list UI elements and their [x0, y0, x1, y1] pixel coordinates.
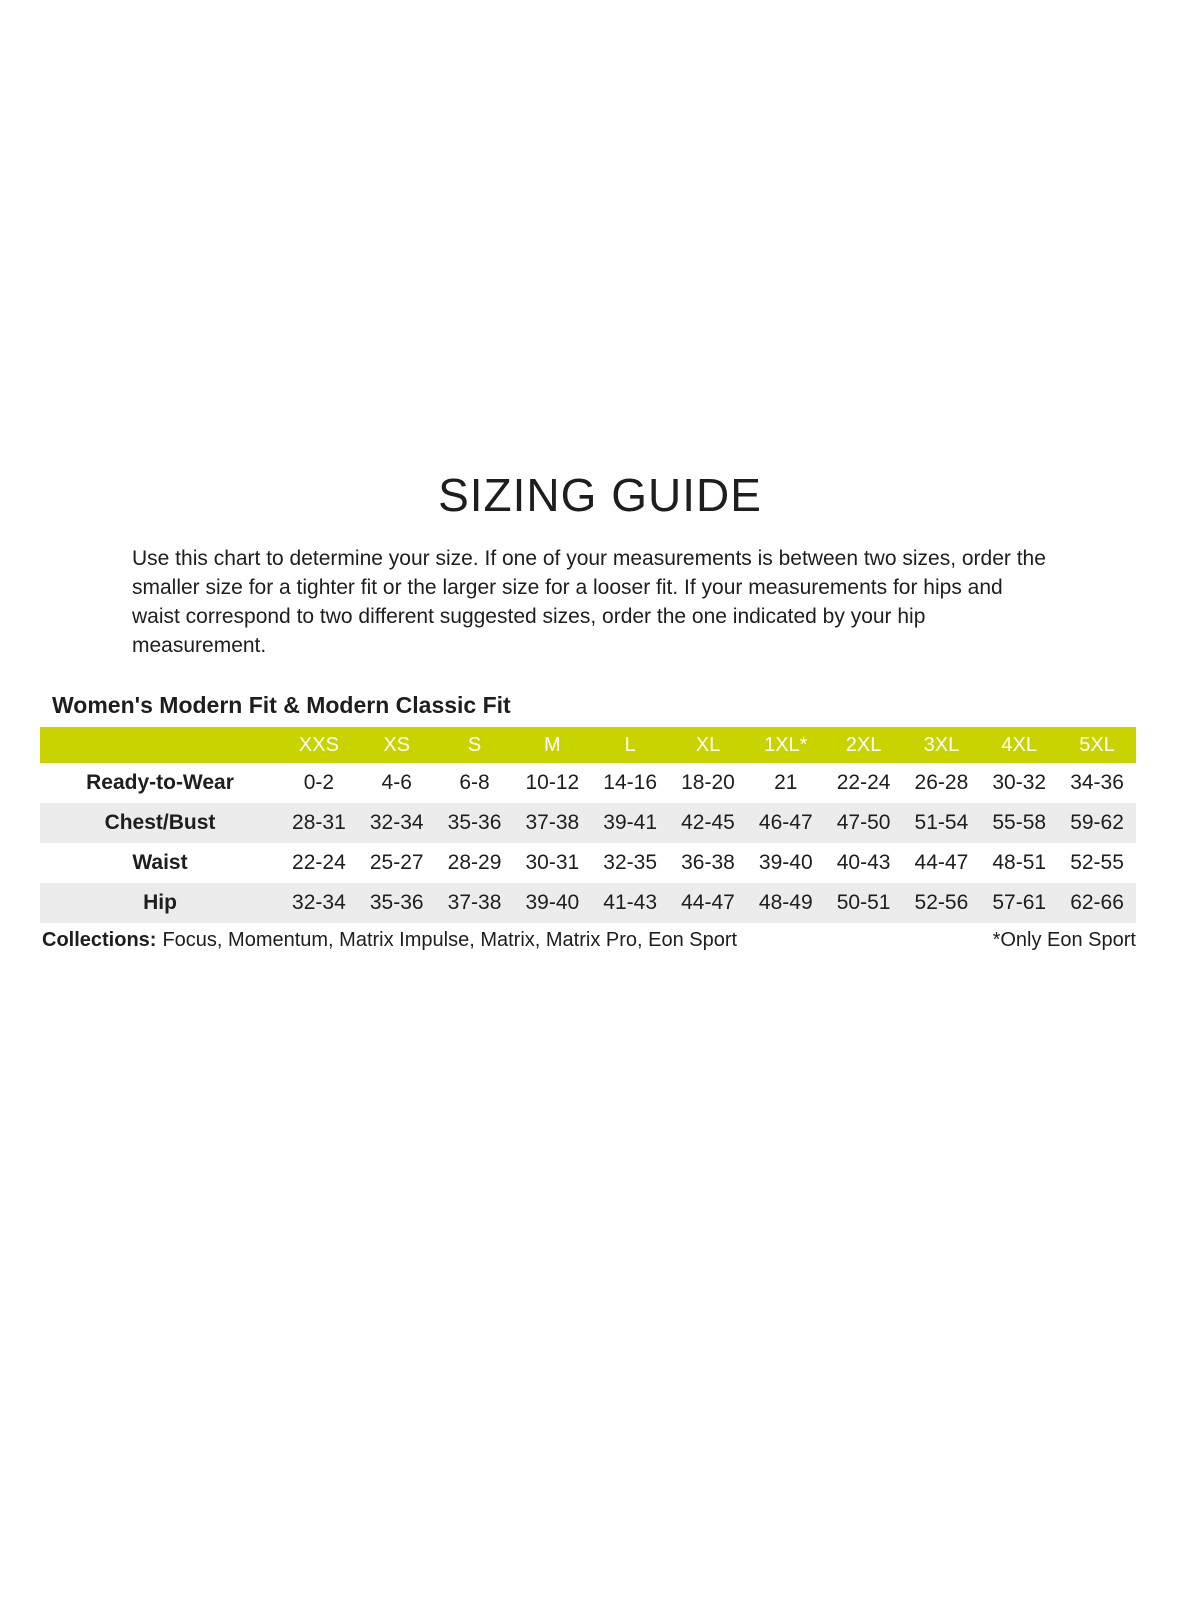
size-value-cell: 39-41 [591, 803, 669, 843]
size-value-cell: 46-47 [747, 803, 825, 843]
size-value-cell: 52-56 [903, 883, 981, 923]
size-value-cell: 44-47 [914, 851, 969, 874]
collections-list: Focus, Momentum, Matrix Impulse, Matrix, Matrix Pro, Eon Sport [162, 929, 738, 951]
section-heading-womens-modern-fit: Women's Modern Fit & Modern Classic Fit [52, 692, 511, 718]
size-value-cell: 41-43 [591, 883, 669, 923]
size-value-cell: 26-28 [914, 771, 969, 794]
size-value-cell: 44-47 [669, 883, 747, 923]
size-value-cell: 47-50 [825, 803, 903, 843]
header-size-xl: XL [669, 727, 747, 763]
size-value-cell: 62-66 [1058, 883, 1136, 923]
size-value-cell: 37-38 [513, 803, 591, 843]
header-size-xs: XS [358, 727, 436, 763]
size-value-cell: 40-43 [836, 851, 891, 874]
size-value-cell: 10-12 [525, 771, 580, 794]
header-size-xxs: XXS [280, 727, 358, 763]
header-size-m: M [513, 727, 591, 763]
row-label: Chest/Bust [40, 803, 280, 843]
size-value-cell: 6-8 [459, 771, 490, 794]
table-row-hip [40, 883, 1136, 923]
table-row-ready-to-wear [40, 763, 1136, 803]
size-value-cell: 50-51 [825, 883, 903, 923]
size-value-cell: 25-27 [369, 851, 424, 874]
row-label: Hip [40, 883, 280, 923]
size-value-cell: 30-32 [992, 771, 1047, 794]
size-table-body [40, 763, 1136, 923]
row-label: Waist [132, 851, 188, 874]
size-value-cell: 21 [774, 771, 798, 794]
size-value-cell: 28-31 [280, 803, 358, 843]
collections-line [42, 929, 1136, 952]
size-value-cell: 18-20 [681, 771, 735, 794]
size-value-cell: 35-36 [358, 883, 436, 923]
size-value-cell: 22-24 [292, 851, 346, 874]
header-size-3xl: 3XL [903, 727, 981, 763]
size-value-cell: 48-51 [992, 851, 1047, 874]
size-value-cell: 0-2 [303, 771, 335, 794]
size-value-cell: 32-35 [603, 851, 658, 874]
table-row-chest-bust [40, 803, 1136, 843]
header-size-s: S [436, 727, 514, 763]
size-value-cell: 14-16 [603, 771, 658, 794]
header-corner-cell [40, 727, 280, 763]
size-value-cell: 28-29 [447, 851, 502, 874]
size-value-cell: 37-38 [436, 883, 514, 923]
collections-label: Collections: [42, 929, 157, 951]
size-value-cell: 36-38 [681, 851, 735, 874]
footnote-only-eon-sport: *Only Eon Sport [992, 929, 1136, 951]
header-size-4xl: 4XL [980, 727, 1058, 763]
size-value-cell: 35-36 [436, 803, 514, 843]
size-value-cell: 52-55 [1070, 851, 1124, 874]
size-value-cell: 32-34 [358, 803, 436, 843]
size-value-cell: 59-62 [1058, 803, 1136, 843]
size-value-cell: 4-6 [381, 771, 412, 794]
size-value-cell: 55-58 [980, 803, 1058, 843]
table-row-waist [40, 843, 1136, 883]
intro-paragraph: Use this chart to determine your size. If one of your measurements is between two sizes, order the smaller size for a tighter fit or the larger size for a looser fit. If your measurements for hips and waist correspond to two different suggested sizes, order the one indicated by your hip measurement. [132, 547, 1046, 657]
size-value-cell: 39-40 [513, 883, 591, 923]
size-value-cell: 48-49 [747, 883, 825, 923]
size-table-container [40, 727, 1136, 923]
size-value-cell: 51-54 [903, 803, 981, 843]
header-size-1xl-asterisk: 1XL* [747, 727, 825, 763]
collections-text [42, 929, 737, 952]
row-label: Ready-to-Wear [86, 771, 234, 794]
size-value-cell: 30-31 [525, 851, 580, 874]
header-size-2xl: 2XL [825, 727, 903, 763]
size-table [40, 727, 1136, 923]
size-value-cell: 22-24 [836, 771, 891, 794]
header-size-5xl: 5XL [1058, 727, 1136, 763]
size-value-cell: 34-36 [1070, 771, 1124, 794]
header-size-l: L [591, 727, 669, 763]
size-table-header [40, 727, 1136, 763]
size-value-cell: 42-45 [669, 803, 747, 843]
page-title: SIZING GUIDE [438, 469, 762, 521]
size-value-cell: 32-34 [280, 883, 358, 923]
size-value-cell: 57-61 [980, 883, 1058, 923]
size-value-cell: 39-40 [758, 851, 813, 874]
header-row [40, 727, 1136, 763]
